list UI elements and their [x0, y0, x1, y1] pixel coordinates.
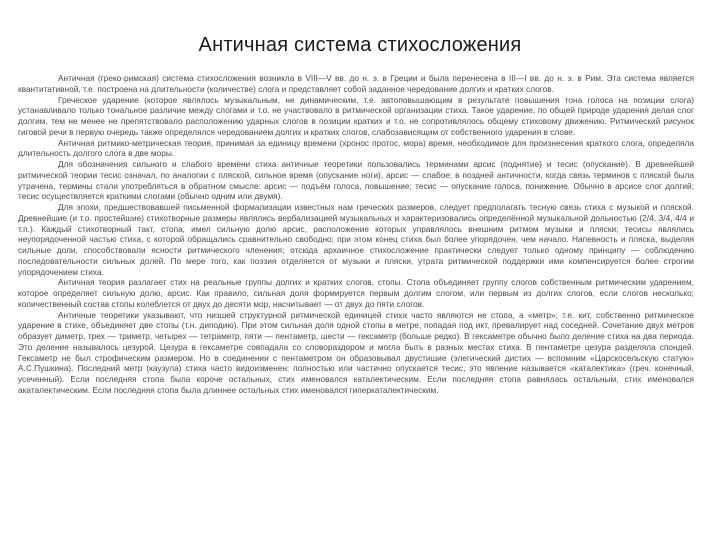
paragraph-1: Античная (греко-римская) система стихосложения возникла в VIII—V вв. до н. э. в Греции и была перенесена в III—I вв. до н. э. в Рим. Эта система является квантитативной, т.е. построена на длительности (количестве) слога и представляет собой заданное чередование долгих и кратких слогов. — [18, 73, 694, 94]
paragraph-3: Античная ритмико-метрическая теория, принимая за единицу времени (хронос протос, мора) время, необходимое для произнесения краткого слога, определяла длительность долгого слога в две моры. — [18, 137, 694, 159]
paragraph-7: Античные теоретики указывают, что низшей структурной ритмической единицей стиха часто являются не стопа, а «метр», т.е. кит, собственно ритмическое ударение в стихе, объединяет две стопы (т.н. диподию). При этом сильная доля одной стопы в метре, попадая под икт, превалирует над соседней. Сочетание двух метров образует диметр, трех — триметр, четырех — тетраметр, пяти — пентаметр, шести — гексаметр (больше редко). В гексаметре обычно было деление стиха на два периода. Это деление называлось цезурой. Цезура в гексаметре совпадала со словораздором и могла быть в разных местах стиха. В пентаметре цезура разделяла спондей. Гексаметр не был строфическим размером. Но в соединении с пентаметром он образовывал двустишие (элегический дистих — вспомним «Царскосельскую статую» А.С.Пушкина). Последний метр (каузула) стиха часто видоизменен: полностью или частично опускается тесис, это явление называется «каталектика» (греч. конечный, усеченный). Если последняя стопа была короче остальных, стих именовался каталектическим. Если последняя стопа равнялась остальным, стих именовался акаталектическим. Если последняя стопа была длиннее остальных стих именовался гиперкаталектическим. — [18, 309, 694, 395]
document-body — [18, 73, 694, 396]
paragraph-6: Античная теория разлагает стих на реальные группы долгих и кратких слогов, стопы. Стопа объединяет группу слогов собственным ритмическим ударением, которое определяет сильную долю, арсис. Как правило, сильная доля формируется первым долгим слогом, или первым из долгих слогов, если слогов несколько; количественный состав стопы колеблется от двух до десяти мор, насчитывает — от двух до пяти слогов. — [18, 277, 694, 309]
paragraph-5: Для эпохи, предшествовавшей письменной формализации известных нам греческих размеров, следует предполагать тесную связь стиха с музыкой и пляской. Древнейшие (и т.о. простейшие) стихотворные размеры являлись вербализацией музыкальных и характеризовались определённой музыкальной дольностью (2/4, 3/4, 4/4 и т.п.). Каждый стихотворный такт, стопа, имел сильную долю арсис, расположение которых управлялось внешним ритмом музыки и пляски; тесисы являлись неупорядоченной частью стиха, с которой обращались сравнительно свободно; при этом конец стиха был более упорядочен, чем начало. Напевность и пляска, выделяя сильные доли, способствовали ясности ритмического членения; отсюда архаичное стихосложение практически следует только одному принципу — соблюдению последовательности сильных долей. По мере того, как поэзия отделяется от музыки и пляски, утрата ритмической поддержки ими компенсируется более строгим упорядочением стиха. — [18, 202, 694, 277]
page-title: Античная система стихосложения — [198, 34, 522, 56]
paragraph-4: Для обозначения сильного и слабого времени стиха античные теоретики пользовались терминами арсис (поднятие) и тесис (опускание). В древнейшей ритмической теории тесис означал, по аналогии с пляской, сильное время (опускание ноги), арсис — слабое; в поздней античности, когда связь терминов с пляской была утрачена, термины стали употребляться в обратном смысле: арсис — подъём голоса, повышение; тесис — опускание голоса, понижение. Обычно в арсисе слог долгий; тесис осуществляется краткими слогами (обычно одним или двумя). — [18, 159, 694, 202]
paragraph-2: Греческое ударение (которое являлось музыкальным, не динамическим, т.е. автоповышающим в результате повышения тона голоса на позиции слога) устанавливало только тональное различие между слогами и т.о. не участвовало в ритмической организации стиха. Такое ударение, по общей природе ударения делая слог долгим, тем не менее не препятствовало расположению ударных слогов в позиции кратких и т.о. не сопротивлялось общему стиховому движению. Ритмический рисунок гиговой речи в первую очередь также определялся чередованием долгих и кратких слогов, слабозависящим от собственного ударения в слове. — [18, 94, 694, 137]
